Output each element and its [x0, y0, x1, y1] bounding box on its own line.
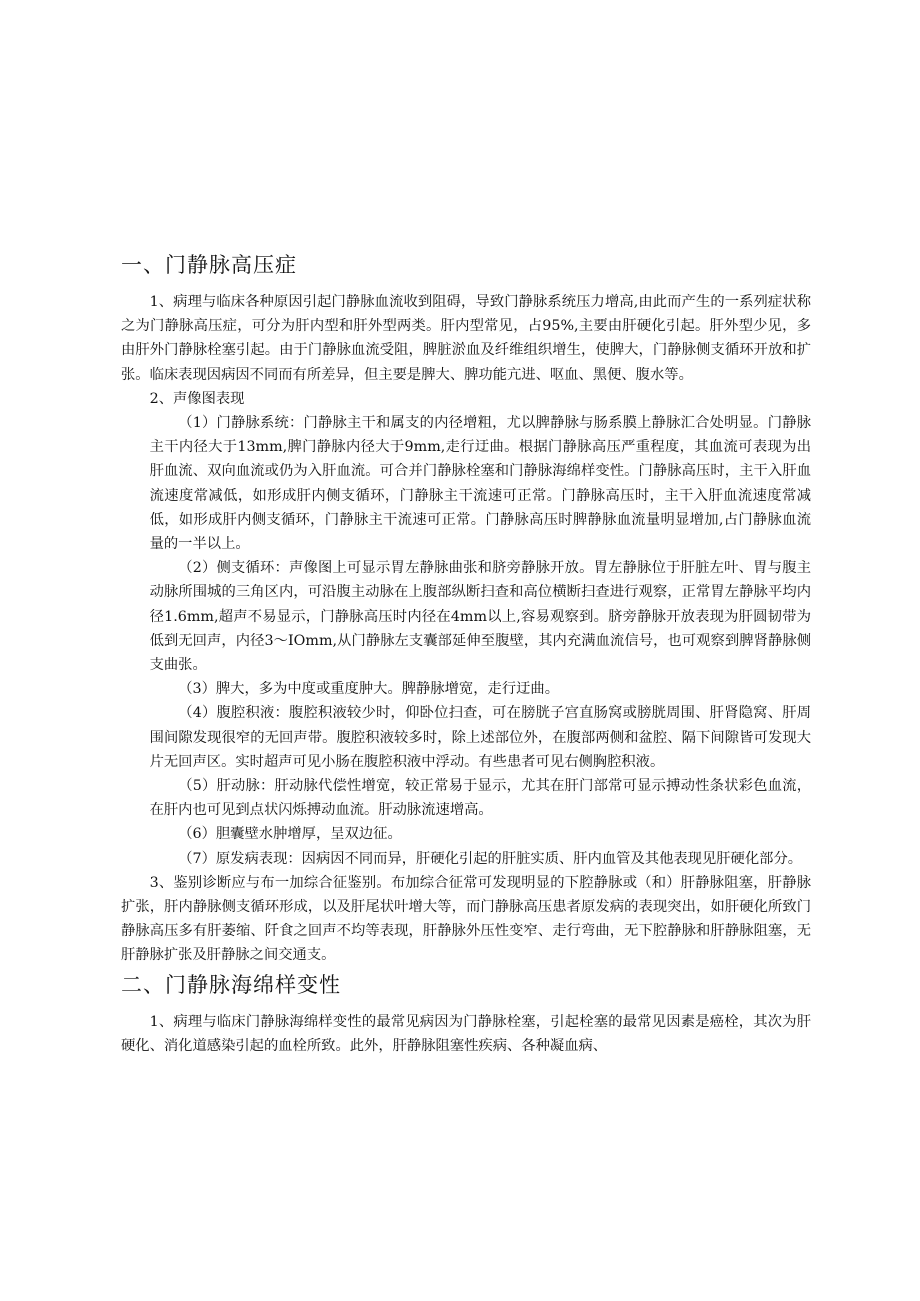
subheading-sonography: 2、声像图表现 [149, 390, 245, 407]
item-portal-vein-system: （1）门静脉系统：门静脉主干和属支的内径增粗，尤以脾静脉与肠系膜上静脉汇合处明显。门静脉主干内径大于13mm,脾门静脉内径大于9mm,走行迂曲。根据门静脉高压严重程度，其血流可表现为出肝血流、双向血流或仍为入肝血流。可合并门静脉栓塞和门静脉海绵样变性。门静脉高压时，主干入肝血流速度常减低，如形成肝内侧支循环，门静脉主干流速可正常。门静脉高压时，主干入肝血流速度常减低，如形成肝内侧支循环，门静脉主干流速可正常。门静脉高压时脾静脉血流量明显增加,占门静脉血流量的一半以上。 [149, 415, 811, 553]
item-gallbladder-wall: （6）胆囊壁水肿增厚，呈双边征。 [178, 826, 402, 843]
paragraph-pathology-clinical: 1、病理与临床各种原因引起门静脉血流收到阻碍，导致门静脉系统压力增高,由此而产生的一系列症状称之为门静脉高压症，可分为肝内型和肝外型两类。肝内型常见，占95%,主要由肝硬化引起。肝外型少见，多由肝外门静脉栓塞引起。由于门静脉血流受阻，脾脏淤血及纤维组织增生，使脾大，门静脉侧支循环开放和扩张。临床表现因病因不同而有所差异，但主要是脾大、脾功能亢进、呕血、黑便、腹水等。 [121, 294, 811, 383]
section-heading-portal-hypertension: 一、门静脉高压症 [121, 253, 297, 277]
item-hepatic-artery: （5）肝动脉：肝动脉代偿性增宽，较正常易于显示，尤其在肝门部常可显示搏动性条状彩色血流，在肝内也可见到点状闪烁搏动血流。肝动脉流速增高。 [149, 778, 811, 819]
item-splenomegaly: （3）脾大，多为中度或重度肿大。脾静脉增宽，走行迂曲。 [178, 681, 559, 698]
document-body [121, 250, 811, 1058]
item-ascites: （4）腹腔积液：腹腔积液较少时，仰卧位扫查，可在膀胱子宫直肠窝或膀胱周围、肝肾隐窝、肝周围间隙发现很窄的无回声带。腹腔积液较多时，除上述部位外，在腹部两侧和盆腔、隔下间隙皆可发现大片无回声区。实时超声可见小肠在腹腔积液中浮动。有些患者可见右侧胸腔积液。 [149, 705, 811, 770]
paragraph-cavernous-pathology: 1、病理与临床门静脉海绵样变性的最常见病因为门静脉栓塞，引起栓塞的最常见因素是癌栓，其次为肝硬化、消化道感染引起的血栓所致。此外，肝静脉阻塞性疾病、各种凝血病、 [121, 1013, 811, 1054]
paragraph-differential-diagnosis: 3、鉴别诊断应与布一加综合征鉴别。布加综合征常可发现明显的下腔静脉或（和）肝静脉阻塞，肝静脉扩张，肝内静脉侧支循环形成，以及肝尾状叶增大等，而门静脉高压患者原发病的表现突出，如肝硬化所致门静脉高压多有肝萎缩、阡食之回声不均等表现，肝静脉外压性变窄、走行弯曲，无下腔静脉和肝静脉阻塞，无肝静脉扩张及肝静脉之间交通支。 [121, 874, 811, 964]
section-heading-cavernous-transformation: 二、门静脉海绵样变性 [121, 972, 341, 997]
item-collateral-circulation: （2）侧支循环：声像图上可显示胃左静脉曲张和脐旁静脉开放。胃左静脉位于肝脏左叶、胃与腹主动脉所围城的三角区内，可沿腹主动脉在上腹部纵断扫查和高位横断扫查进行观察，正常胃左静脉平均内径1.6mm,超声不易显示，门静脉高压时内径在4mm以上,容易观察到。脐旁静脉开放表现为肝圆韧带为低到无回声，内径3～IOmm,从门静脉左支囊部延伸至腹壁，其内充满血流信号，也可观察到脾肾静脉侧支曲张。 [149, 560, 811, 674]
item-primary-disease: （7）原发病表现：因病因不同而异，肝硬化引起的肝脏实质、肝内血管及其他表现见肝硬化部分。 [178, 850, 803, 867]
